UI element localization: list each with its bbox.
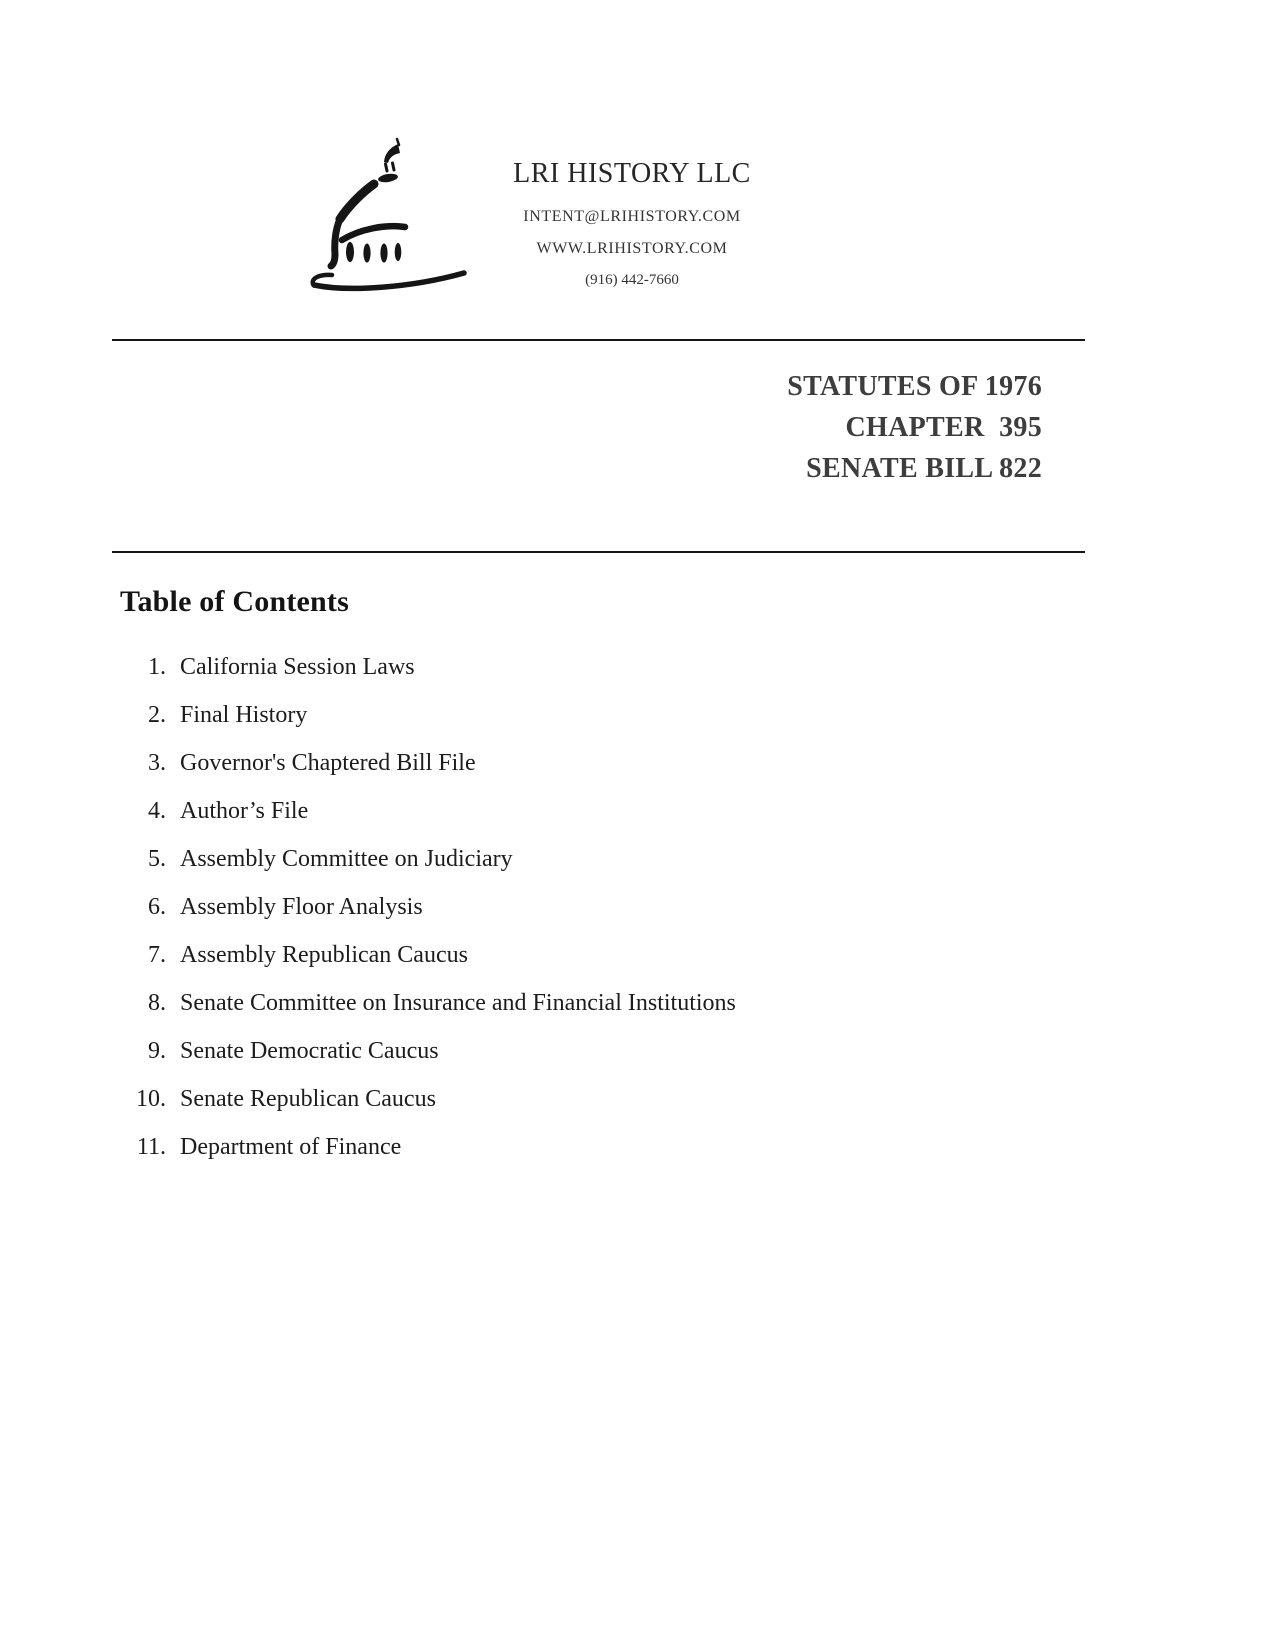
toc-item-number: 3.: [148, 750, 166, 776]
email-text: INTENT@LRIHISTORY.COM: [523, 208, 741, 225]
chapter-line: CHAPTER 395: [845, 412, 1042, 443]
statutes-line: STATUTES OF 1976: [787, 371, 1042, 402]
toc-item: [116, 1087, 736, 1112]
website-text: WWW.LRIHISTORY.COM: [536, 240, 728, 257]
toc-item-number: 7.: [148, 942, 166, 968]
toc-item-number: 11.: [136, 1134, 166, 1160]
toc-title: Table of Contents: [120, 585, 349, 618]
toc-item-label: Assembly Floor Analysis: [180, 894, 423, 920]
toc-item-label: Department of Finance: [180, 1134, 402, 1160]
toc-item-label: Assembly Committee on Judiciary: [180, 846, 513, 872]
toc-item-number: 4.: [148, 798, 166, 824]
toc-item: [116, 1135, 736, 1160]
toc-item-label: Final History: [180, 702, 308, 728]
toc-item: [116, 943, 736, 968]
toc-item: [116, 895, 736, 920]
toc-item: [116, 991, 736, 1016]
toc-item-number: 9.: [148, 1038, 166, 1064]
phone-text: (916) 442-7660: [585, 272, 679, 288]
toc-item: [116, 655, 736, 680]
toc-item-number: 1.: [148, 654, 166, 680]
senate-bill-line: SENATE BILL 822: [806, 453, 1042, 484]
toc-item: [116, 1039, 736, 1064]
toc-item: [116, 751, 736, 776]
toc-item-label: Senate Committee on Insurance and Financial Institutions: [180, 990, 736, 1016]
toc-item-number: 8.: [148, 990, 166, 1016]
toc-item-number: 6.: [148, 894, 166, 920]
capitol-dome-logo-icon: [298, 133, 468, 295]
toc-item-number: 2.: [148, 702, 166, 728]
toc-item-label: Senate Democratic Caucus: [180, 1038, 439, 1064]
toc-item: [116, 847, 736, 872]
toc-item: [116, 799, 736, 824]
toc-item-number: 10.: [136, 1086, 166, 1112]
reference-block: [787, 366, 1042, 489]
company-name: LRI HISTORY LLC: [513, 158, 751, 189]
divider-top: [112, 339, 1085, 341]
toc-item-label: California Session Laws: [180, 654, 415, 680]
divider-bottom: [112, 551, 1085, 553]
toc-item-label: Author’s File: [180, 798, 309, 824]
toc-list: [116, 655, 736, 1183]
toc-item-number: 5.: [148, 846, 166, 872]
toc-item: [116, 703, 736, 728]
toc-item-label: Senate Republican Caucus: [180, 1086, 436, 1112]
toc-item-label: Assembly Republican Caucus: [180, 942, 468, 968]
letterhead: [482, 156, 782, 290]
toc-item-label: Governor's Chaptered Bill File: [180, 750, 476, 776]
